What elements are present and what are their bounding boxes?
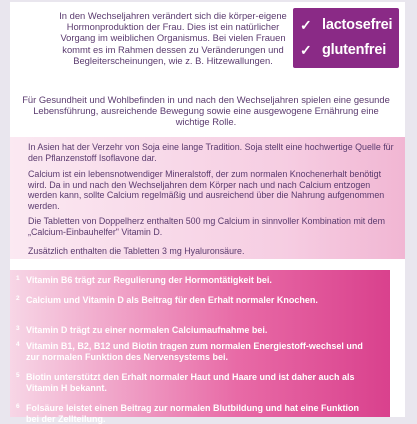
calcium-paragraph: Calcium ist ein lebensnotwendiger Mineralstoff, der zum normalen Knochenerhalt benötigt wird. Da in und nach den Wechseljahren dem Körper nach und nach Calcium entzogen werden kann, sollte Calcium regelmäßig und ausreichend über die Nahrung aufgenommen werden. — [28, 169, 385, 211]
footnote-item — [16, 403, 366, 424]
check-icon: ✓ — [300, 41, 312, 58]
check-icon: ✓ — [300, 16, 312, 33]
footnote-number: 6 — [16, 403, 20, 410]
intro-paragraph: In den Wechseljahren verändert sich die körper-eigene Hormonproduktion der Frau. Dies ist ein natürlicher Vorgang im weiblichen Organismus. Bei vielen Frauen kommt es im Rahmen dessen zu Veränderungen und Begleiterscheinungen, wie z. B. Hitzewallungen. — [59, 10, 287, 66]
footnote-item — [16, 275, 366, 286]
info-section — [10, 137, 405, 259]
footnote-item — [16, 341, 366, 362]
footnote-text: Biotin unterstützt den Erhalt normaler Haut und Haare und ist daher auch als Vitamin H bekannt. — [26, 372, 355, 393]
footnote-text: Vitamin B6 trägt zur Regulierung der Hormontätigkeit bei. — [26, 275, 272, 285]
tablet-paragraph: Die Tabletten von Doppelherz enthalten 500 mg Calcium in sinnvoller Kombination mit dem „Calcium-Einbauhelfer" Vitamin D. — [28, 216, 386, 237]
footnote-item — [16, 325, 366, 336]
footnote-number: 1 — [16, 275, 20, 282]
footnote-number: 5 — [16, 372, 20, 379]
footnote-number: 2 — [16, 295, 20, 302]
footnote-text: Folsäure leistet einen Beitrag zur normalen Blutbildung und hat eine Funktion bei der Zellteilung. — [26, 403, 360, 424]
footnote-text: Vitamin B1, B2, B12 und Biotin tragen zum normalen Energiestoff-wechsel und zur normalen Funktion des Nervensystems bei. — [26, 341, 363, 362]
footnotes-box — [10, 270, 390, 424]
health-paragraph: Für Gesundheit und Wohlbefinden in und nach den Wechseljahren spielen eine gesunde Lebensführung, ausreichende Bewegung sowie eine ausgewogene Ernährung eine wichtige Rolle. — [22, 94, 390, 128]
gluten-free-row — [300, 38, 386, 62]
allergen-badge — [293, 8, 399, 68]
soja-paragraph: In Asien hat der Verzehr von Soja eine lange Tradition. Soja stellt eine hochwertige Quelle für den Pflanzenstoff Isoflavone dar. — [28, 142, 394, 163]
lactose-free-label: lactosefrei — [322, 17, 393, 33]
hyaluron-paragraph: Zusätzlich enthalten die Tabletten 3 mg Hyaluronsäure. — [28, 246, 245, 256]
footnote-item — [16, 295, 366, 306]
footnote-number: 4 — [16, 341, 20, 348]
footnote-item — [16, 372, 366, 393]
footnote-text: Calcium und Vitamin D als Beitrag für den Erhalt normaler Knochen. — [26, 295, 318, 305]
lactose-free-row — [300, 13, 392, 37]
footnote-number: 3 — [16, 325, 20, 332]
gluten-free-label: glutenfrei — [322, 42, 387, 58]
package-panel — [10, 2, 405, 424]
footnote-text: Vitamin D trägt zu einer normalen Calciumaufnahme bei. — [26, 325, 268, 335]
